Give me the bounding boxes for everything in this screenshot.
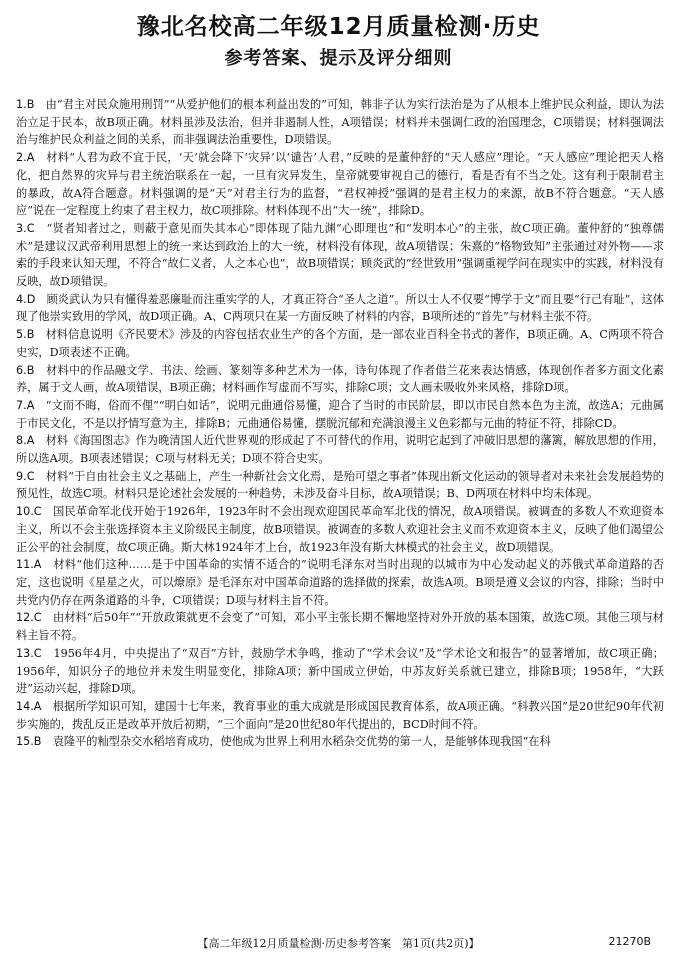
item-number: 10. — [16, 505, 34, 519]
item-text: 材料“人君为政不宜于民，‘天’就会降下‘灾异’以‘谴告’人君，”反映的是董仲舒的“天人感应”理论。“天人感应”理论把天人格化，把自然界的灾异与君主统治联系在一起，一旦有灾异发生，皇帝就要审视自己的德行，看是否有不当之处。这有利于限制君主的暴政，故A符合题意。材料强调的是“天”对君主行为的监督，“君权神授”强调的是君主权力的来源，故B不符合题意。“天人感应”说在一定程度上约束了君主权力，故C项排除。材料体现不出“大一统”，排除D。 — [16, 151, 664, 218]
item-text: 材料中的作品融文学、书法、绘画、篆刻等多种艺术为一体，诗句体现了作者借兰花来表达情感，体现创作者多方面文化素养，属于文人画，故A项错误，B项正确；材料画作写虚而不写实，排除C项；文人画未吸收外来风格，排除D项。 — [16, 363, 664, 395]
item-answer: B — [26, 328, 35, 342]
item-answer: A — [33, 699, 42, 713]
item-text: 1956年4月，中央提出了“双百”方针，鼓励学术争鸣，推动了“学术会议”及“学术论文和报告”的显著增加，故C项正确；1956年，知识分子的地位并未发生明显变化，排除A项；新中国成立伊始，中苏友好关系就已建立，排除B项；1958年，“大跃进”运动兴起，排除D项。 — [16, 646, 664, 696]
item-answer: C — [33, 505, 42, 519]
item-text: 由“君主对民众施用刑罚”“从爱护他们的根本利益出发的”可知，韩非子认为实行法治是为了从根本上维护民众利益，即认为法治立足于民本，故B项正确。材料虽涉及法治，但并非遏制人性，A项错误；材料并未强调仁政的治国理念，C项错误；材料强调法治与维护民众利益之间的关系，而非强调法治重要性，D项错误。 — [16, 98, 664, 147]
answer-item — [16, 326, 664, 361]
answer-item — [16, 698, 664, 733]
answer-item — [16, 291, 664, 326]
answer-item — [16, 556, 664, 609]
item-number: 3. — [16, 221, 27, 235]
item-number: 9. — [16, 469, 27, 483]
answer-item — [16, 468, 664, 503]
page-title: 豫北名校高二年级12月质量检测·历史 — [136, 14, 541, 40]
item-number: 13. — [16, 646, 34, 660]
item-text: “贤者知者过之，则蔽于意见而失其本心”即体现了陆九渊“心即理也”和“发明本心”的主张，故C项正确。董仲舒的“独尊儒术”是建议汉武帝利用思想上的统一来达到政治上的大一统，材料没有体现，故A项错误；朱熹的“格物致知”主张通过对外物——求索的手段来认知天理，不符合“故仁义者，人之本心也”，故B项错误；顾炎武的“经世致用”强调重视学问在现实中的实践，材料没有反映，故D项错误。 — [16, 221, 664, 289]
answer-item — [16, 362, 664, 397]
item-number: 6. — [16, 363, 27, 377]
item-number: 5. — [16, 328, 27, 342]
answer-item — [16, 149, 664, 220]
item-number: 14. — [16, 699, 34, 713]
answer-item — [16, 645, 664, 698]
item-number: 1. — [16, 98, 27, 111]
answer-item — [16, 397, 664, 432]
item-answer: B — [26, 98, 35, 111]
footer-page-info: 【高二年级12月质量检测·历史参考答案 第1页(共2页)】 — [197, 937, 480, 950]
item-text: 材料“于自由社会主义之基础上，产生一种新社会文化焉，是殆可望之事者”体现出新文化运动的领导者对未来社会发展趋势的预见性，故选C项。材料只是论述社会发展的一种趋势，未涉及奋斗目标，故A项错误；B、D两项在材料中均未体现。 — [16, 469, 664, 501]
item-text: 顾炎武认为只有懂得羞恶廉耻而注重实学的人，才真正符合“圣人之道”。所以士人不仅要“博学于文”而且要“行己有耻”，这体现了他崇实致用的学风，故D项正确。A、C两项只在某一方面反映了材料的内容，B项所述的“首先”与材料主张不符。 — [16, 292, 664, 324]
item-text: 材料《海国图志》作为晚清国人近代世界观的形成起了不可替代的作用，说明它起到了冲破旧思想的藩篱，解放思想的作用，所以选A项。B项表述错误；C项与材料无关；D项不符合史实。 — [16, 434, 664, 466]
item-text: 国民革命军北伐开始于1926年，1923年时不会出现欢迎国民革命军北伐的情况，故A项错误。被调查的多数人不欢迎资本主义，所以不会主张选择资本主义阶级民主制度，故B项错误。被调查的多数人欢迎社会主义而不欢迎资本主义，反映了他们渴望公正公平的社会制度，故C项正确。斯大林1924年才上台，故1923年没有斯大林模式的社会主义，故D项错误。 — [16, 505, 664, 554]
item-answer: A — [26, 398, 35, 412]
answer-item — [16, 609, 664, 644]
item-number: 7. — [16, 398, 27, 412]
item-text: 材料“他们这种……是于中国革命的实情不适合的”说明毛泽东对当时出现的以城市为中心发动起义的苏俄式革命道路的否定，这也说明《星星之火，可以燎原》是毛泽东对中国革命道路的选择做的探索，故选A项。B项是遵义会议的内容，排除；当时中共党内仍存在两条道路的斗争，C项错误；D项与材料主旨不符。 — [16, 558, 664, 607]
item-text: 根据所学知识可知，建国十七年来，教育事业的重大成就是形成国民教育体系，故A项正确。“科教兴国”是20世纪90年代初步实施的，拨乱反正是改革开放后初期，“三个面向”是20世纪80年代提出的，BCD时间不符。 — [16, 699, 664, 731]
answer-item — [16, 432, 664, 467]
item-number: 2. — [16, 151, 27, 165]
item-answer: C — [33, 646, 42, 660]
answer-item — [16, 220, 664, 291]
item-answer: B — [33, 735, 42, 749]
page-subtitle: 参考答案、提示及评分细则 — [224, 48, 453, 69]
item-text: 材料信息说明《齐民要术》涉及的内容包括农业生产的各个方面，是一部农业百科全书式的著作，B项正确。A、C两项不符合史实，D项表述不正确。 — [16, 328, 664, 359]
item-text: “文而不晦，俗而不俚”“明白如话”，说明元曲通俗易懂，迎合了当时的市民阶层，即以市民自然本色为主流，故选A；元曲属于市民文化，不是以抒情写意为主，排除B；元曲通俗易懂，摆脱沉郁和充满浪漫主义色彩都与元曲的特征不符，排除CD。 — [16, 398, 664, 430]
answer-item — [16, 503, 664, 556]
item-text: 由材料“后50年”“开放政策就更不会变了”可知，邓小平主张长期不懈地坚持对外开放的基本国策，故选C项。其他三项与材料主旨不符。 — [16, 611, 664, 643]
item-answer: A — [26, 434, 35, 448]
item-answer: C — [26, 469, 35, 483]
item-number: 15. — [16, 735, 34, 749]
answer-list — [16, 96, 664, 751]
item-number: 4. — [16, 292, 27, 306]
item-number: 8. — [16, 434, 27, 448]
item-answer: A — [33, 558, 42, 572]
item-answer: B — [26, 363, 35, 377]
item-number: 12. — [16, 611, 34, 625]
footer-code: 21270B — [608, 935, 651, 948]
item-text: 袁隆平的籼型杂交水稻培育成功，使他成为世界上利用水稻杂交优势的第一人，是能够体现我国“在科 — [52, 735, 551, 749]
answer-item — [16, 733, 664, 751]
item-answer: C — [33, 611, 42, 625]
item-answer: A — [26, 151, 35, 165]
item-number: 11. — [16, 558, 34, 572]
item-answer: C — [26, 221, 35, 235]
answer-item — [16, 96, 664, 149]
item-answer: D — [26, 292, 36, 306]
